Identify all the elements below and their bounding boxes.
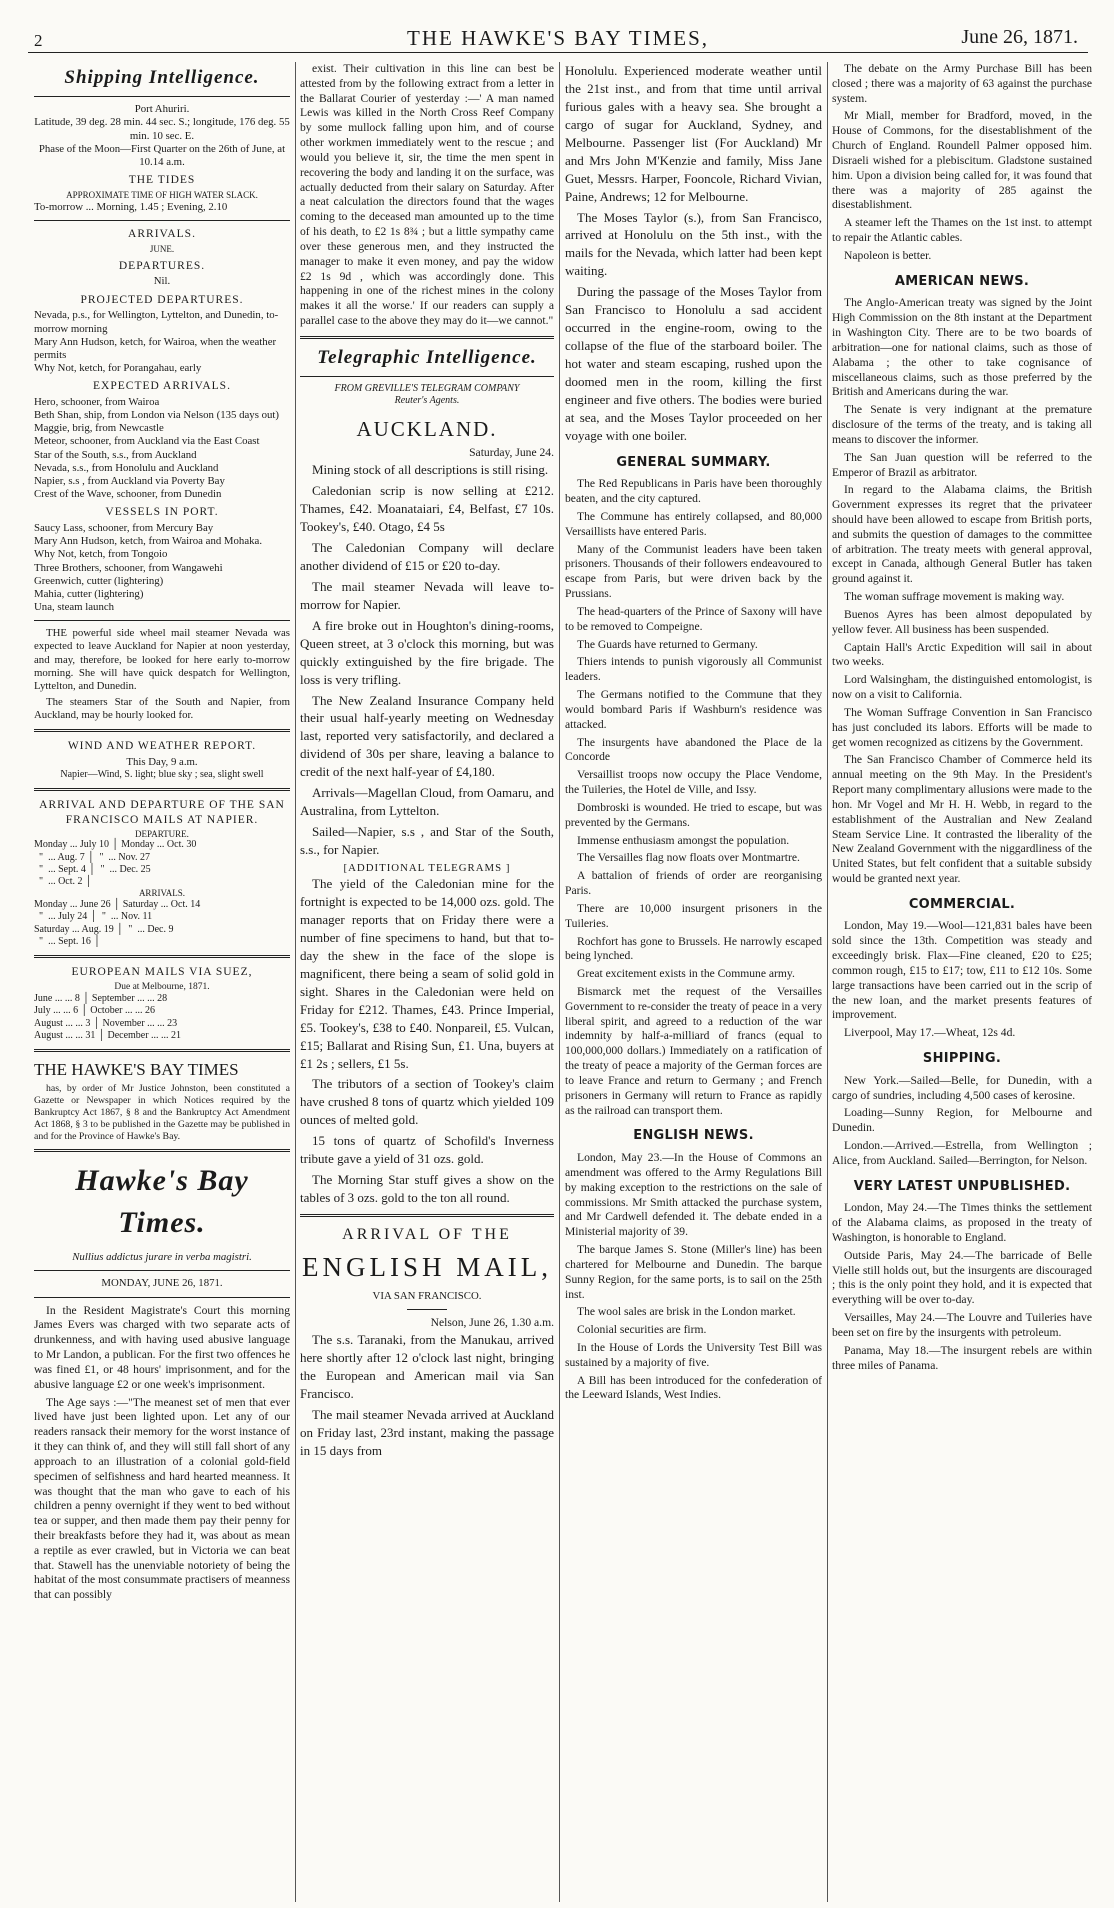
telegram-company: FROM GREVILLE'S TELEGRAM COMPANY — [334, 383, 520, 395]
vessels-in-port-heading: VESSELS IN PORT. — [105, 506, 219, 519]
additional-telegrams: [ADDITIONAL TELEGRAMS ] — [343, 861, 511, 874]
projected-departures-list: Nevada, p.s., for Wellington, Lyttelton, and Dunedin, to-morrow morning Mary Ann Hudson, ketch, for Wairoa, when the weather permits Why Not, ketch, for Porangahau, early — [34, 309, 279, 375]
column-3 — [565, 62, 822, 1902]
telegram-paragraph: The Morning Star stuff gives a show on the tables of 3 ozs. gold to the ton all round. — [300, 1172, 554, 1206]
telegram-paragraph: The New Zealand Insurance Company held their usual half-yearly meeting on Wednesday last, reported very satisfactorily, and declared a dividend of 30s per share, leaving a balance to credit of the next half-year of £4,180. — [300, 692, 554, 780]
english-news-item: The debate on the Army Purchase Bill has been closed ; there was a majority of 63 against the purchase system. — [832, 62, 1092, 105]
divider — [34, 729, 290, 732]
summary-item: The Commune has entirely collapsed, and 80,000 Versaillists have entered Paris. — [565, 509, 822, 538]
paper-title: THE HAWKE'S BAY TIMES, — [407, 26, 709, 50]
sf-arrivals-label: ARRIVALS. — [138, 888, 186, 899]
shipping-intelligence-heading: Shipping Intelligence. — [64, 67, 260, 88]
divider — [34, 96, 290, 97]
expected-arrivals-list: Hero, schooner, from Wairoa Beth Shan, ship, from London via Nelson (135 days out) Maggie, brig, from Newcastle Meteor, schooner, from Auckland via the East Coast Star of the South, s.s., from Auckland Nevada, s.s., from Honolulu and Auckland Napier, s.s , from Auckland via Poverty Bay Crest of the Wave, schooner, from Dunedin — [34, 395, 280, 501]
nevada-notice: THE powerful side wheel mail steamer Nevada was expected to leave Auckland for Napier at noon yesterday, and may, therefore, be looked for here early to-morrow morning. She will have quick despatch for Wellington, Lyttelton, and Dunedin. — [34, 627, 290, 692]
telegram-paragraph: A fire broke out in Houghton's dining-rooms, Queen street, at 3 o'clock this morning, but was quickly extinguished by the fire brigade. The loss is very trifling. — [300, 617, 554, 687]
sf-arrival-row: Monday ... June 26 │ Saturday ... Oct. 14 — [34, 899, 201, 911]
banner-title: Hawke's Bay Times. — [75, 1164, 249, 1239]
latest-item: Panama, May 18.—The insurgent rebels are within three miles of Panama. — [832, 1343, 1092, 1372]
summary-item: The Germans notified to the Commune that they would bombard Paris if Washburn's residence was attacked. — [565, 688, 822, 731]
editorial-continuation: exist. Their cultivation in this line can best be attested from by the following extract from a letter in the Ballarat Courier of yesterday :—' A man named Lewis was killed in the North Cross Reef Company by some mullock falling upon him, and of course other workmen immediately went to the rescue ; and would you believe it, sir, the time the men spent in recovering the body and landing it on the surface, was actually deducted from their salary on Saturday. After a neat calculation the directors found that the wages coming to the deceased man amounted up to the time of his death, to £2 1s 8¾ ; but a little sympathy came over these generous men, and they instructed the manager to make it even money, and pay the widow £2 1s 9d , which was accordingly done. This happening in one of the richest mines in the colony makes it all the worse.' If our readers can supply a parallel case to the above they may do it—we cannot." — [300, 62, 554, 328]
mail-paragraph: The s.s. Taranaki, from the Manukau, arrived here shortly after 12 o'clock last night, bringing the European and American mail via San Francisco. — [300, 1332, 554, 1401]
latest-item: London, May 24.—The Times thinks the settlement of the Alabama claims, as proposed in the treaty of Washington, is honorable to England. — [832, 1201, 1092, 1244]
telegram-paragraph: Arrivals—Magellan Cloud, from Oamaru, and Australina, from Lyttelton. — [300, 785, 554, 819]
tides-subheading: APPROXIMATE TIME OF HIGH WATER SLACK. — [66, 189, 258, 200]
wind-weather-report: Napier—Wind, S. light; blue sky ; sea, slight swell — [60, 769, 264, 781]
american-news-item: The woman suffrage movement is making way. — [844, 590, 1065, 604]
english-news-item: A steamer left the Thames on the 1st inst. to attempt to repair the Atlantic cables. — [832, 216, 1092, 245]
gazette-notice-text: has, by order of Mr Justice Johnston, been constituted a Gazette or Newspaper in which Notices required by the Bankruptcy Act 1867, § 8 and the Bankruptcy Act Amendment Act 1868, § 3 to be published in the Gazette may be published in and for the Province of Hawke's Bay. — [34, 1082, 290, 1142]
summary-item: There are 10,000 insurgent prisoners in the Tuileries. — [565, 901, 822, 930]
editorial-paragraph: In the Resident Magistrate's Court this morning James Evers was charged with two separate acts of drunkenness, and with having used abusive language to Mr Landon, a publican. For the first two offences he was fined £1, or 48 hours' imprisonment, and for the abusive language £2 or one week's imprisonment. — [34, 1303, 290, 1391]
summary-item: The Guards have returned to Germany. — [577, 637, 758, 651]
moon-phase: Phase of the Moon—First Quarter on the 26th of June, at 10.14 a.m. — [38, 142, 286, 168]
divider — [34, 955, 290, 958]
divider — [34, 1297, 290, 1298]
wind-weather-heading: WIND AND WEATHER REPORT. — [67, 740, 257, 753]
telegram-paragraph: Sailed—Napier, s.s , and Star of the South, s.s., for Napier. — [300, 824, 554, 858]
american-news-item: In regard to the Alabama claims, the British Government expresses its regret that the privateer should have been allowed to escape from British ports, and submits the question of damages to the committee of arbitration. The treaty meets with general approval, except in Canada, although General Butler has taken ground against it. — [832, 483, 1092, 586]
motto: Nullius addictus jurare in verba magistri. — [72, 1251, 252, 1264]
english-news-item: The barque James S. Stone (Miller's line) has been chartered for Melbourne and Dunedin. The barque Sunny Region, for the same ports, is to sail on the 25th inst. — [565, 1243, 822, 1301]
sf-departure-row: " ... Oct. 2 │ — [34, 876, 93, 888]
american-news-heading: AMERICAN NEWS. — [894, 273, 1030, 289]
summary-item: The Versailles flag now floats over Montmartre. — [577, 851, 800, 865]
telegram-paragraph: 15 tons of quartz of Schofild's Inverness tribute gave a yield of 31 ozs. gold. — [300, 1133, 554, 1167]
american-news-item: Lord Walsingham, the distinguished entomologist, is now on a visit to California. — [832, 673, 1092, 702]
departures-heading: DEPARTURES. — [118, 259, 206, 272]
tides-heading: THE TIDES — [128, 174, 196, 187]
american-news-item: The Anglo-American treaty was signed by the Joint High Commission on the 8th instant at the Department in Washington City. There are to be two boards of arbitration—one for national claims, such as those of Alabama ; the other to take cognisance of miscellaneous claims, such as those preferred by the British and Americans during the war. — [832, 296, 1092, 399]
latest-item: Outside Paris, May 24.—The barricade of Belle Vielle still holds out, but the insurgents are discouraged ; this is the only point they hold, and it is expected that everything will be over to-day. — [832, 1248, 1092, 1307]
column-4 — [832, 62, 1092, 1902]
summary-item: The insurgents have abandoned the Place de la Concorde — [565, 735, 822, 764]
projected-departures-heading: PROJECTED DEPARTURES. — [80, 293, 244, 306]
steamers-notice: The steamers Star of the South and Napier, from Auckland, may be hourly looked for. — [34, 696, 290, 722]
mail-dateline: Nelson, June 26, 1.30 a.m. — [430, 1316, 554, 1330]
sf-departure-row: Monday ... July 10 │ Monday ... Oct. 30 — [34, 839, 197, 851]
divider — [34, 620, 290, 621]
arrivals-heading: ARRIVALS. — [128, 228, 196, 241]
vessels-in-port-list: Saucy Lass, schooner, from Mercury Bay Mary Ann Hudson, ketch, from Wairoa and Mohaka. Why Not, ketch, from Tongoio Three Brothers, schooner, from Wangawehi Greenwich, cutter (lightering) Mahia, cutter (lightering) Una, steam launch — [34, 522, 263, 614]
mail-via: VIA SAN FRANCISCO. — [372, 1290, 482, 1303]
divider — [407, 1309, 447, 1310]
english-news-heading: ENGLISH NEWS. — [633, 1128, 754, 1144]
summary-item: Immense enthusiasm amongst the population. — [577, 833, 790, 847]
english-news-item: The wool sales are brisk in the London market. — [577, 1305, 796, 1319]
telegram-agents: Reuter's Agents. — [394, 395, 460, 407]
column-rule — [295, 62, 296, 1902]
telegram-paragraph: The yield of the Caledonian mine for the fortnight is expected to be 14,000 ozs. gold. The manager reports that on Friday there were a number of fine specimens to hand, but that to-day the shew in the face of the slope is magnificent, there being a seam of solid gold in sight. Shares in the Caledonian were held on Friday for £212. Thames, £43. Prince Imperial, £5. Tookey's, £38 to £40. Nonpareil, £5. Vulcan, £15; Ballarat and Rising Sun, £1. Una, buyers at £1 2s ; sellers, £1 5s. — [300, 876, 554, 1071]
american-news-item: The Senate is very indignant at the premature disclosure of the terms of the treaty, and is taking all means to discover the informer. — [832, 403, 1092, 446]
page-number: 2 — [34, 31, 43, 50]
american-news-item: The Woman Suffrage Convention in San Francisco has just concluded its labors. Efforts will be made to get women recognized as citizens by the Government. — [832, 705, 1092, 749]
sf-mails-heading: ARRIVAL AND DEPARTURE OF THE SAN FRANCISCO MAILS AT NAPIER. — [39, 799, 285, 826]
telegraphic-heading: Telegraphic Intelligence. — [317, 346, 537, 368]
gazette-notice-title: THE HAWKE'S BAY TIMES — [34, 1060, 239, 1079]
suez-row: June ... ... 8 │ September ... ... 28 — [34, 993, 168, 1005]
latitude-line: Latitude, 39 deg. 28 min. 44 sec. S.; longitude, 176 deg. 55 min. 10 sec. E. — [34, 116, 290, 142]
divider — [34, 1049, 290, 1052]
divider — [300, 1214, 554, 1217]
shipping-item: Loading—Sunny Region, for Melbourne and Dunedin. — [832, 1106, 1092, 1135]
telegram-paragraph: The tributors of a section of Tookey's claim have crushed 8 tons of quartz which yielded 109 ounces of melted gold. — [300, 1076, 554, 1128]
sf-departure-row: " ... Sept. 4 │ " ... Dec. 25 — [34, 863, 151, 875]
summary-item: Dombroski is wounded. He tried to escape, but was prevented by the Germans. — [565, 800, 822, 829]
suez-subheading: Due at Melbourne, 1871. — [114, 981, 210, 992]
summary-item: A battalion of friends of order are reorganising Paris. — [565, 869, 822, 898]
column-2 — [300, 62, 554, 1902]
arrivals-month: JUNE. — [149, 243, 175, 254]
summary-item: Bismarck met the request of the Versailles Government to re-consider the treaty of peace in a very liberal spirit, and agreed to a reduction of the war indemnity by half-a-milliard of francs (equal to 100,000,000 dollars.) Immediately on a ratification of the treaty of peace a majority of the German forces are to leave France and return to Germany ; and French prisoners in Germany will return to France as rapidly as the railroad can transport them. — [565, 984, 822, 1117]
commercial-heading: COMMERCIAL. — [908, 896, 1016, 912]
summary-item: Many of the Communist leaders have been taken prisoners. Thousands of their followers endeavoured to escape from Paris, but were driven back by the Prussians. — [565, 542, 822, 601]
wind-weather-day: This Day, 9 a.m. — [126, 756, 198, 769]
summary-item: Thiers intends to punish vigorously all Communist leaders. — [565, 655, 822, 684]
english-news-item: A Bill has been introduced for the confederation of the Leeward Islands, West Indies. — [565, 1373, 822, 1402]
shipping-news-heading: SHIPPING. — [922, 1051, 1002, 1067]
telegram-paragraph: Mining stock of all descriptions is still rising. — [312, 462, 549, 478]
suez-row: August ... ... 3 │ November ... ... 23 — [34, 1017, 178, 1029]
telegram-paragraph: Caledonian scrip is now selling at £212. Thames, £42. Moanataiari, £4, Belfast, £7 10s. Tookey's, £40. Otago, £4 5s — [300, 483, 554, 535]
column-1 — [34, 62, 290, 1902]
summary-item: Great excitement exists in the Commune army. — [577, 967, 795, 981]
suez-row: August ... ... 31 │ December ... ... 21 — [34, 1029, 182, 1041]
mail-paragraph: The mail steamer Nevada arrived at Auckland on Friday last, 23rd instant, making the passage in 15 days from — [300, 1406, 554, 1458]
column-rule — [827, 62, 828, 1902]
english-news-item: Colonial securities are firm. — [577, 1323, 707, 1337]
latest-item: Versailles, May 24.—The Louvre and Tuileries have been set on fire by the insurgents with petroleum. — [832, 1311, 1092, 1339]
editorial-paragraph: The Age says :—"The meanest set of men that ever lived have just been lighted upon. Let any of our readers ransack their memory for the worst instance of it they can think of, and they will still fall short of any approach to an illustration of a colonial gold-field specimen of selfishness and hard hearted meanness. It was thought that the man who gave to each of his children a penny overnight if they went to bed without tea or supper, and then made them pay their penny for their breakfasts before they had it, was about as mean a reptile as ever crawled, but in Victoria we can beat that. Stawell has the unenviable notoriety of being the habitat of the most consummate practisers of meanness that can possibly — [34, 1395, 290, 1602]
expected-arrivals-heading: EXPECTED ARRIVALS. — [93, 380, 231, 393]
divider — [34, 1149, 290, 1152]
suez-row: July ... ... 6 │ October ... ... 26 — [34, 1005, 155, 1017]
shipping-item: London.—Arrived.—Estrella, from Wellington ; Alice, from Auckland. Sailed—Berrington, for Nelson. — [832, 1139, 1092, 1167]
issue-date-header: June 26, 1871. — [961, 26, 1078, 48]
telegram-paragraph: The mail steamer Nevada will leave to-morrow for Napier. — [300, 578, 554, 612]
sf-departure-label: DEPARTURE. — [135, 828, 189, 839]
english-news-item: Napoleon is better. — [844, 248, 932, 262]
mail-paragraph: The Moses Taylor (s.), from San Francisco, arrived at Honolulu on the 5th inst., with the mails for the Nevada, which latter had been kept waiting. — [565, 209, 822, 279]
general-summary-heading: GENERAL SUMMARY. — [616, 454, 771, 470]
commercial-item: London, May 19.—Wool—121,831 bales have been sold since the 13th. Competition was steady and exceedingly brisk. Flax—Fine cleaned, £20 to £25; common rough, £15 to £17; tow, £11 to £12 10s. Some large transactions have been carried out in the scrip of the new loan, and the market presents features of improvement. — [832, 919, 1092, 1022]
sf-arrival-row: Saturday ... Aug. 19 │ " ... Dec. 9 — [34, 923, 174, 935]
issue-date-line: MONDAY, JUNE 26, 1871. — [101, 1277, 223, 1290]
shipping-item: New York.—Sailed—Belle, for Dunedin, with a cargo of sundries, including 4,500 cases of kerosine. — [832, 1073, 1092, 1102]
divider — [300, 336, 554, 339]
divider — [34, 220, 290, 221]
mail-continuation: Honolulu. Experienced moderate weather until the 21st inst., and from that time until arrival furious gales with a heavy sea. She brought a cargo of sugar for Auckland, Sydney, and Melbourne. Passenger list (For Auckland) Mr and Mrs John M'Kenzie and family, Miss Jane Guet, Messrs. Harper, Fooncole, Richard Vivian, Paine, Andrews; 12 for Melbourne. — [565, 63, 822, 204]
english-news-item: London, May 23.—In the House of Commons an amendment was offered to the Army Regulations Bill by making exception to the restrictions on the sale of commissions. Mr Smith attacked the purchase system, and Mr Cardwell defended it. The debate ended in a Ministerial majority of 39. — [565, 1151, 822, 1239]
summary-item: Versaillist troops now occupy the Place Vendome, the Tuileries, the Hotel de Ville, and Issy. — [565, 768, 822, 797]
summary-item: Rochfort has gone to Brussels. He narrowly escaped being lynched. — [565, 934, 822, 963]
summary-item: The Red Republicans in Paris have been thoroughly beaten, and the city captured. — [565, 477, 822, 506]
english-mail-heading: ENGLISH MAIL, — [302, 1251, 552, 1282]
sf-arrival-row: " ... Sept. 16 │ — [34, 935, 101, 947]
masthead — [28, 22, 1088, 53]
column-rule — [559, 62, 560, 1902]
very-latest-heading: VERY LATEST UNPUBLISHED. — [853, 1178, 1071, 1194]
mail-arrival-heading: ARRIVAL OF THE — [342, 1226, 512, 1244]
english-news-item: Mr Miall, member for Bradford, moved, in the House of Commons, for the disestablishment of the Church of England. Roundell Palmer opposed him. Disraeli wished for a plebiscitum. Gladstone sustained him. Upon a division being called for, it was found that there was a majority of 285 against the disestablishment. — [832, 109, 1092, 212]
american-news-item: The San Juan question will be referred to the Emperor of Brazil as arbitrator. — [832, 450, 1092, 479]
suez-heading: EUROPEAN MAILS VIA SUEZ, — [71, 965, 253, 978]
port-name: Port Ahuriri. — [134, 103, 190, 116]
mail-paragraph: During the passage of the Moses Taylor from San Francisco to Honolulu a sad accident occurred in the engine-room, owing to the collapse of the flue of the starboard boiler. The hot water and steam escaping, rushed upon the doomed men in the room, killing the first engineer and five others. The bodies were buried at sea, and the Moses Taylor proceeded on her voyage with one boiler. — [565, 284, 822, 443]
auckland-date: Saturday, June 24. — [469, 446, 554, 460]
summary-item: The head-quarters of the Prince of Saxony will have to be removed to Compeigne. — [565, 604, 822, 633]
sf-arrival-row: " ... July 24 │ " ... Nov. 11 — [34, 911, 153, 923]
tides-line: To-morrow ... Morning, 1.45 ; Evening, 2.10 — [34, 200, 228, 213]
telegram-paragraph: The Caledonian Company will declare another dividend of £15 or £20 to-day. — [300, 540, 554, 573]
auckland-heading: AUCKLAND. — [356, 416, 498, 441]
american-news-item: Captain Hall's Arctic Expedition will sail in about two weeks. — [832, 640, 1092, 669]
american-news-item: The San Francisco Chamber of Commerce held its annual meeting on the 9th May. In the President's Report many complimentary allusions were made to the hon. Mr Vogel and Mr H. H. Webb, in regard to the establishment of the Australian and New Zealand Steam Service Line. It contrasted the liberality of the New Zealand Government with the niggardliness of the United States, but felt confident that a suitable subsidy would be granted next year. — [832, 753, 1092, 886]
sf-departure-row: " ... Aug. 7 │ " ... Nov. 27 — [34, 851, 150, 863]
divider — [34, 788, 290, 791]
departures-nil: Nil. — [153, 275, 171, 288]
divider — [300, 376, 554, 377]
english-news-item: In the House of Lords the University Test Bill was sustained by a majority of five. — [565, 1341, 822, 1369]
divider — [34, 1270, 290, 1271]
commercial-item: Liverpool, May 17.—Wheat, 12s 4d. — [844, 1026, 1016, 1040]
american-news-item: Buenos Ayres has been almost depopulated by yellow fever. All business has been suspended. — [832, 607, 1092, 636]
